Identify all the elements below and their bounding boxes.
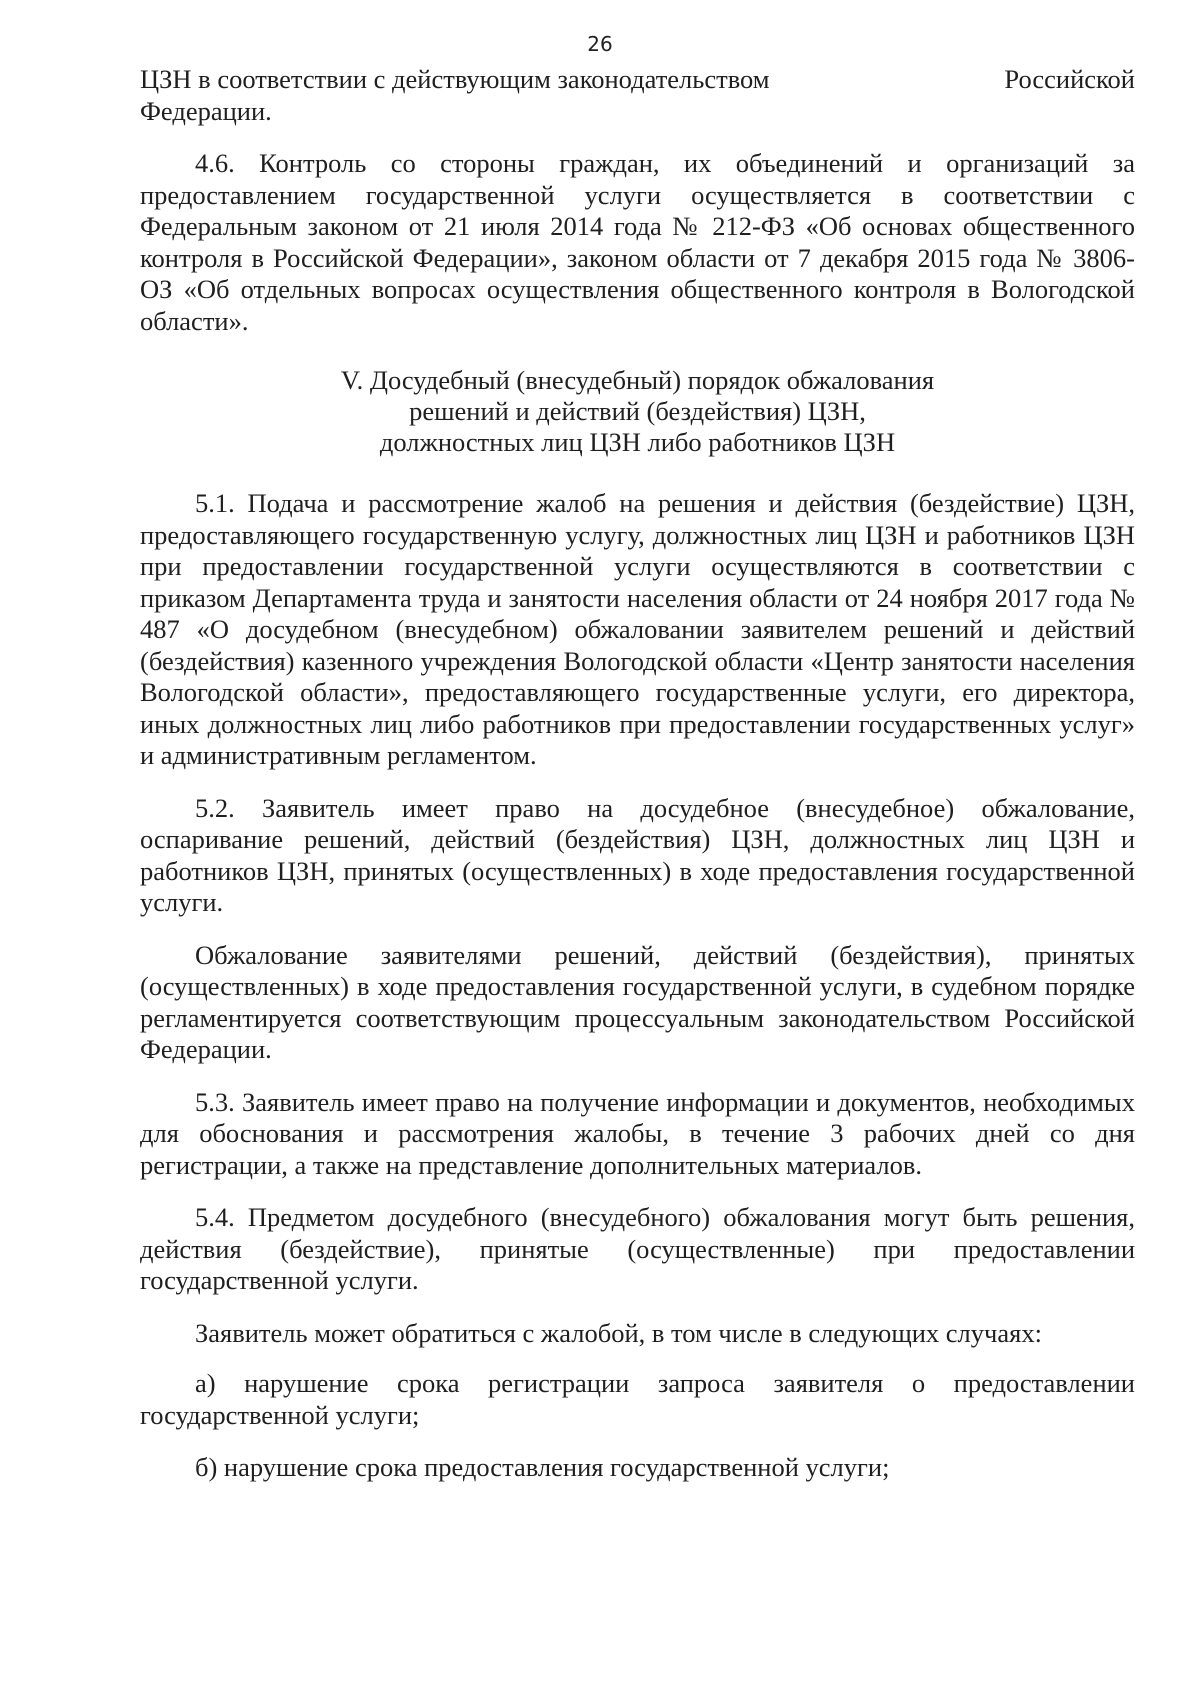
paragraph-cases: Заявитель может обратиться с жалобой, в том числе в следующих случаях:: [195, 1317, 1042, 1348]
document-body: [140, 64, 1135, 1484]
section-heading-line3: должностных лиц ЦЗН либо работников ЦЗН: [379, 427, 896, 457]
paragraph-5-4: 5.4. Предметом досудебного (внесудебного) обжалования могут быть решения, действия (бездействие), принятые (осуществленные) при предоставлении государственной услуги.: [140, 1202, 1135, 1295]
section-heading: [140, 365, 1135, 458]
section-heading-line1: V. Досудебный (внесудебный) порядок обжалования: [340, 365, 935, 395]
paragraph-5-1: 5.1. Подача и рассмотрение жалоб на решения и действия (бездействие) ЦЗН, предоставляющего государственную услугу, должностных лиц ЦЗН и работников ЦЗН при предоставлении государственной услуги осуществляются в соответствии с приказом Департамента труда и занятости населения области от 24 ноября 2017 года № 487 «О досудебном (внесудебном) обжаловании заявителем решений и действий (бездействия) казенного учреждения Вологодской области «Центр занятости населения Вологодской области», предоставляющего государственные услуги, его директора, иных должностных лиц либо работников при предоставлении государственных услуг» и административным регламентом.: [140, 488, 1135, 770]
page-number: 26: [587, 32, 613, 56]
list-item-a: а) нарушение срока регистрации запроса заявителя о предоставлении государственной услуги;: [140, 1368, 1135, 1430]
intro-line: [140, 64, 1135, 96]
intro-line2: Федерации.: [140, 95, 272, 126]
intro-line1-left: ЦЗН в соответствии с действующим законодательством: [140, 64, 770, 94]
intro-line1-right: Российской: [1004, 64, 1135, 94]
paragraph-5-3: 5.3. Заявитель имеет право на получение информации и документов, необходимых для обоснования и рассмотрения жалобы, в течение 3 рабочих дней со дня регистрации, а также на представление дополнительных материалов.: [140, 1086, 1135, 1180]
section-heading-line2: решений и действий (бездействия) ЦЗН,: [409, 396, 866, 426]
paragraph-4-6: 4.6. Контроль со стороны граждан, их объединений и организаций за предоставлением государственной услуги осуществляется в соответствии с Федеральным законом от 21 июля 2014 года № 212-ФЗ «Об основах общественного контроля в Российской Федерации», законом области от 7 декабря 2015 года № 3806-ОЗ «Об отдельных вопросах осуществления общественного контроля в Вологодской области».: [140, 148, 1135, 336]
list-item-b: б) нарушение срока предоставления государственной услуги;: [195, 1452, 890, 1482]
paragraph-appeal: Обжалование заявителями решений, действий (бездействия), принятых (осуществленных) в ходе предоставления государственной услуги, в судебном порядке регламентируется соответствующим процессуальным законодательством Российской Федерации.: [140, 939, 1135, 1064]
paragraph-5-2: 5.2. Заявитель имеет право на досудебное (внесудебное) обжалование, оспаривание решений, действий (бездействия) ЦЗН, должностных лиц ЦЗН и работников ЦЗН, принятых (осуществленных) в ходе предоставления государственной услуги.: [140, 792, 1135, 917]
